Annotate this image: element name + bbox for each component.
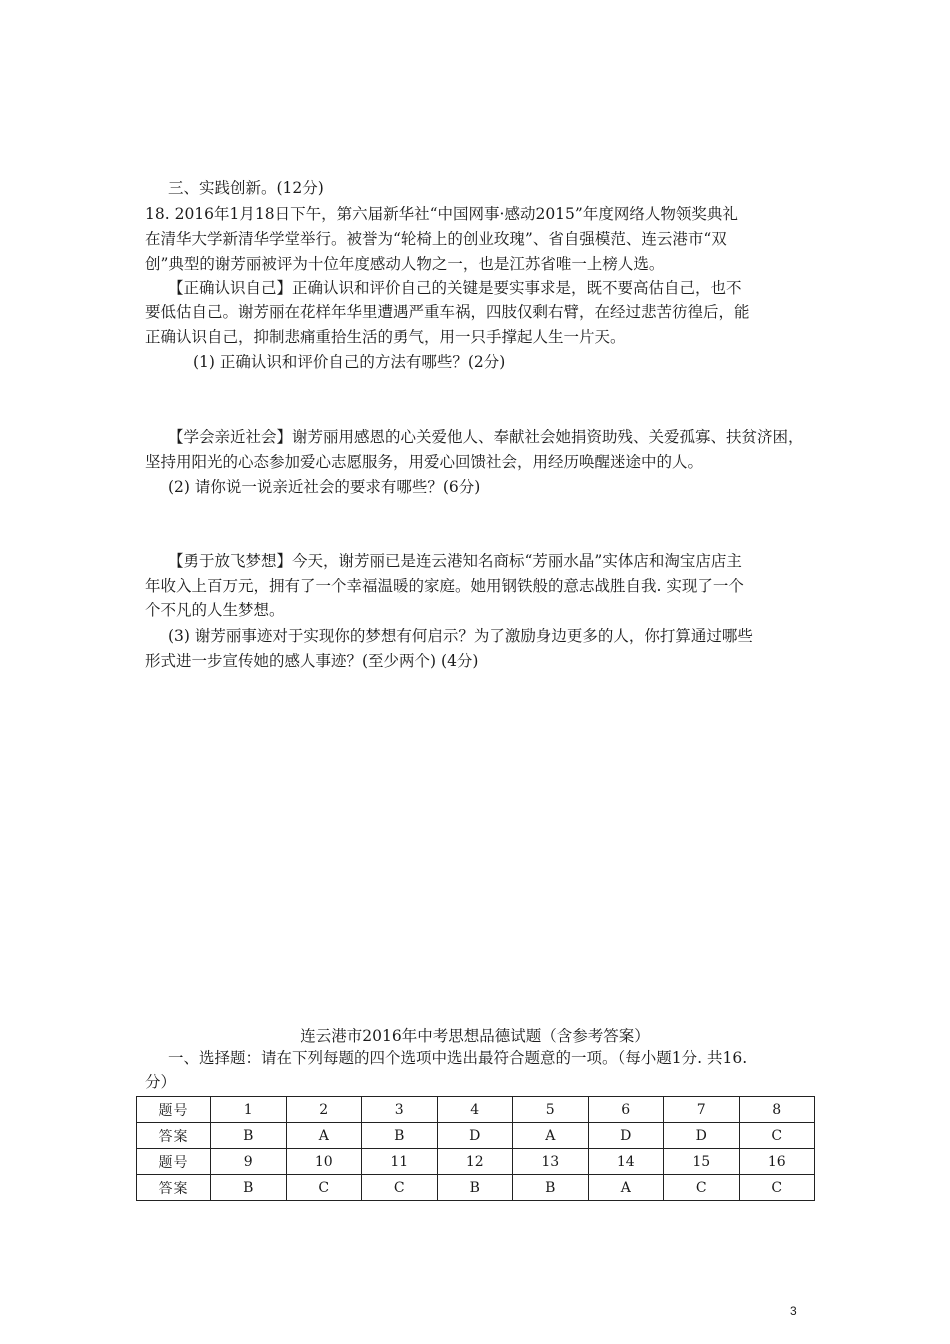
- question-number: 14: [588, 1149, 664, 1175]
- answer-cell: D: [588, 1123, 664, 1149]
- p3-line-3: 个不凡的人生梦想。: [145, 601, 285, 619]
- answer-cell: B: [362, 1123, 438, 1149]
- question-number: 9: [211, 1149, 287, 1175]
- answer-cell: A: [513, 1123, 589, 1149]
- table-row: [137, 1097, 815, 1123]
- question-number: 1: [211, 1097, 287, 1123]
- row-label: 答案: [137, 1123, 211, 1149]
- answer-cell: D: [664, 1123, 740, 1149]
- p3-line-2: 年收入上百万元，拥有了一个幸福温暖的家庭。她用钢铁般的意志战胜自我. 实现了一个: [145, 577, 744, 595]
- q18-line-2: 在清华大学新清华学堂举行。被誉为“轮椅上的创业玫瑰”、省自强模范、连云港市“双: [145, 230, 727, 248]
- q3-line-1: (3) 谢芳丽事迹对于实现你的梦想有何启示？为了激励身边更多的人，你打算通过哪些: [168, 627, 753, 645]
- instruction-line-2: 分）: [145, 1073, 177, 1091]
- p2-line-1: 【学会亲近社会】谢芳丽用感恩的心关爱他人、奉献社会她捐资助残、关爱孤寡、扶贫济困，: [168, 428, 804, 446]
- answer-cell: A: [588, 1175, 664, 1201]
- q18-line-3: 创”典型的谢芳丽被评为十位年度感动人物之一，也是江苏省唯一上榜人选。: [145, 255, 665, 273]
- question-number: 2: [286, 1097, 362, 1123]
- p1-line-1: 【正确认识自己】正确认识和评价自己的关键是要实事求是，既不要高估自己，也不: [168, 279, 742, 297]
- section-heading: 三、实践创新。(12分): [168, 179, 324, 197]
- p2-line-2: 坚持用阳光的心态参加爱心志愿服务，用爱心回馈社会，用经历唤醒迷途中的人。: [145, 453, 704, 471]
- question-number: 4: [437, 1097, 513, 1123]
- question-number: 11: [362, 1149, 438, 1175]
- question-1: (1) 正确认识和评价自己的方法有哪些？(2分): [193, 353, 506, 371]
- question-2: (2) 请你说一说亲近社会的要求有哪些？(6分): [168, 478, 481, 496]
- question-number: 6: [588, 1097, 664, 1123]
- question-number: 16: [739, 1149, 815, 1175]
- question-number: 10: [286, 1149, 362, 1175]
- question-number: 12: [437, 1149, 513, 1175]
- answer-cell: C: [739, 1175, 815, 1201]
- table-row: [137, 1123, 815, 1149]
- question-number: 8: [739, 1097, 815, 1123]
- answer-cell: C: [286, 1175, 362, 1201]
- p1-line-2: 要低估自己。谢芳丽在花样年华里遭遇严重车祸，四肢仅剩右臂，在经过悲苦彷徨后，能: [145, 303, 750, 321]
- q3-line-2: 形式进一步宣传她的感人事迹？(至少两个) (4分): [145, 652, 479, 670]
- answer-title: 连云港市2016年中考思想品德试题（含参考答案）: [300, 1027, 650, 1045]
- question-number: 13: [513, 1149, 589, 1175]
- table-row: [137, 1149, 815, 1175]
- answer-cell: B: [437, 1175, 513, 1201]
- answer-cell: C: [739, 1123, 815, 1149]
- row-label: 题号: [137, 1097, 211, 1123]
- answer-cell: D: [437, 1123, 513, 1149]
- p1-line-3: 正确认识自己，抑制悲痛重拾生活的勇气，用一只手撑起人生一片天。: [145, 328, 626, 346]
- answer-cell: B: [513, 1175, 589, 1201]
- row-label: 答案: [137, 1175, 211, 1201]
- page-number: 3: [790, 1304, 797, 1318]
- question-number: 7: [664, 1097, 740, 1123]
- question-number: 15: [664, 1149, 740, 1175]
- answer-cell: B: [211, 1175, 287, 1201]
- answer-table: [136, 1096, 815, 1201]
- row-label: 题号: [137, 1149, 211, 1175]
- answer-cell: B: [211, 1123, 287, 1149]
- instruction-line-1: 一、选择题：请在下列每题的四个选项中选出最符合题意的一项。（每小题1分. 共16.: [168, 1049, 748, 1067]
- q18-line-1: 18. 2016年1月18日下午，第六届新华社“中国网事·感动2015”年度网络人物领奖典礼: [145, 205, 738, 223]
- answer-cell: C: [664, 1175, 740, 1201]
- p3-line-1: 【勇于放飞梦想】今天，谢芳丽已是连云港知名商标“芳丽水晶”实体店和淘宝店店主: [168, 552, 742, 570]
- answer-cell: A: [286, 1123, 362, 1149]
- question-number: 3: [362, 1097, 438, 1123]
- answer-cell: C: [362, 1175, 438, 1201]
- question-number: 5: [513, 1097, 589, 1123]
- table-row: [137, 1175, 815, 1201]
